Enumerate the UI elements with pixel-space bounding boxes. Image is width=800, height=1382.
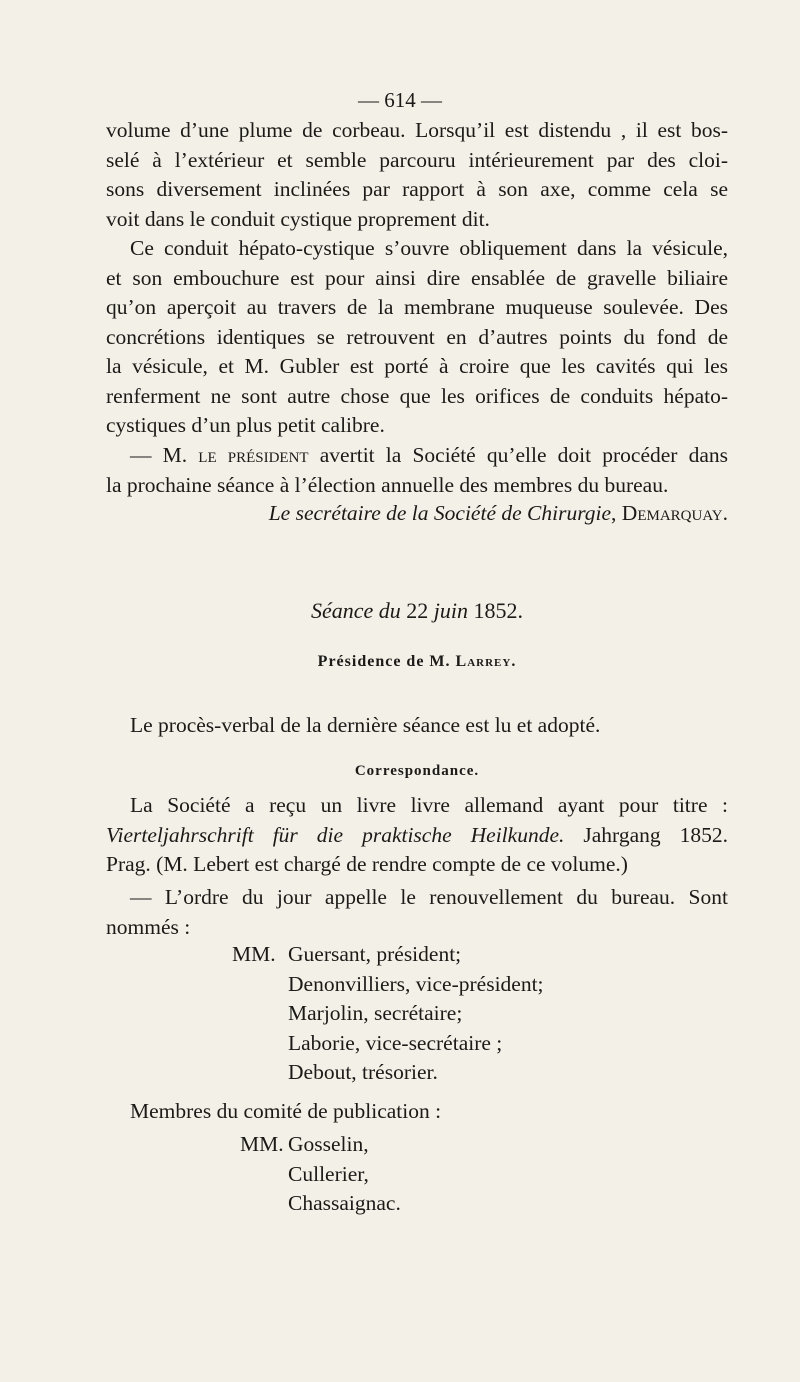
- ordre-du-jour: [106, 883, 728, 942]
- text-line: et son embouchure est pour ainsi dire ensablée de gravelle biliaire: [106, 265, 728, 290]
- text-line: La Société a reçu un livre livre allemand ayant pour titre :: [130, 793, 728, 817]
- book-title: Vierteljahrschrift für die praktische Heilkunde.: [106, 822, 565, 847]
- president-name: Larrey.: [455, 653, 517, 670]
- text-line: [106, 821, 728, 851]
- bureau-list: [288, 940, 544, 1088]
- presidence-label: Présidence de M.: [317, 653, 451, 670]
- text-line: volume d’une plume de corbeau. Lorsqu’il est distendu , il est bos-: [106, 118, 728, 142]
- text-line: la vésicule, et M. Gubler est porté à croire que les cavités qui les: [106, 354, 728, 378]
- paragraph-2: [106, 234, 728, 441]
- text-line: [106, 441, 728, 471]
- bureau-prefix: MM.: [232, 942, 276, 966]
- correspondance-heading: Correspondance.: [354, 763, 480, 779]
- session-year: 1852.: [473, 598, 524, 623]
- text-line: qu’on aperçoit au travers de la membrane muqueuse soulevée. Des: [106, 295, 728, 319]
- text-line: Membres du comité de publication :: [130, 1099, 442, 1123]
- bureau-member: Marjolin, secrétaire;: [288, 1001, 463, 1025]
- text-line: concrétions identiques se retrouvent en d’autres points du fond de: [106, 324, 728, 349]
- president-title: le président: [198, 443, 309, 467]
- session-label: Séance du: [310, 598, 401, 623]
- text-line: Prag. (M. Lebert est chargé de rendre compte de ce volume.): [106, 852, 628, 876]
- text-line: sons diversement inclinées par rapport à son axe, comme cela se: [106, 177, 728, 201]
- proces-verbal: [106, 711, 728, 741]
- dash-prefix: — M.: [130, 443, 188, 467]
- comite-prefix: MM.: [240, 1132, 284, 1156]
- bureau-member: Laborie, vice-secrétaire ;: [288, 1030, 503, 1055]
- comite-member: Chassaignac.: [288, 1191, 401, 1215]
- signature-role: Le secrétaire de la Société de Chirurgie: [268, 501, 612, 525]
- presidence-heading: [106, 647, 728, 677]
- bureau-member: Guersant, président;: [288, 942, 462, 966]
- page-number: — 614 —: [358, 88, 442, 112]
- session-month: juin: [433, 598, 469, 623]
- text-line: Ce conduit hépato-cystique s’ouvre obliquement dans la vésicule,: [130, 236, 728, 260]
- text-line: nommés :: [106, 914, 191, 939]
- comite-heading: [106, 1097, 728, 1127]
- comite-member: Cullerier,: [288, 1161, 369, 1186]
- continued-paragraph: [106, 116, 728, 234]
- text-line: cystiques d’un plus petit calibre.: [106, 413, 385, 437]
- text-line: selé à l’extérieur et semble parcouru intérieurement par des cloi-: [106, 147, 728, 172]
- note-text: avertit la Société qu’elle doit procéder dans: [319, 443, 729, 467]
- signature-name: Demarquay.: [621, 501, 728, 525]
- bureau-member: Debout, trésorier.: [288, 1060, 438, 1084]
- session-title: [106, 596, 728, 626]
- text-line: — L’ordre du jour appelle le renouvellement du bureau. Sont: [130, 885, 728, 909]
- text-line: voit dans le conduit cystique proprement dit.: [106, 206, 490, 231]
- text-line: renferment ne sont autre chose que les orifices de conduits hépato-: [106, 383, 728, 408]
- comite-list: [288, 1130, 401, 1219]
- text-line: la prochaine séance à l’élection annuelle des membres du bureau.: [106, 472, 669, 497]
- text-line: Le procès-verbal de la dernière séance est lu et adopté.: [130, 713, 601, 737]
- correspondance-paragraph: [106, 791, 728, 880]
- book-year: Jahrgang 1852.: [583, 822, 728, 847]
- signature: Le secrétaire de la Société de Chirurgie, Demarquay.: [268, 501, 728, 525]
- bureau-member: Denonvilliers, vice-président;: [288, 971, 544, 996]
- session-day: 22: [406, 598, 429, 623]
- comite-member: Gosselin,: [288, 1132, 369, 1156]
- president-note: [106, 441, 728, 500]
